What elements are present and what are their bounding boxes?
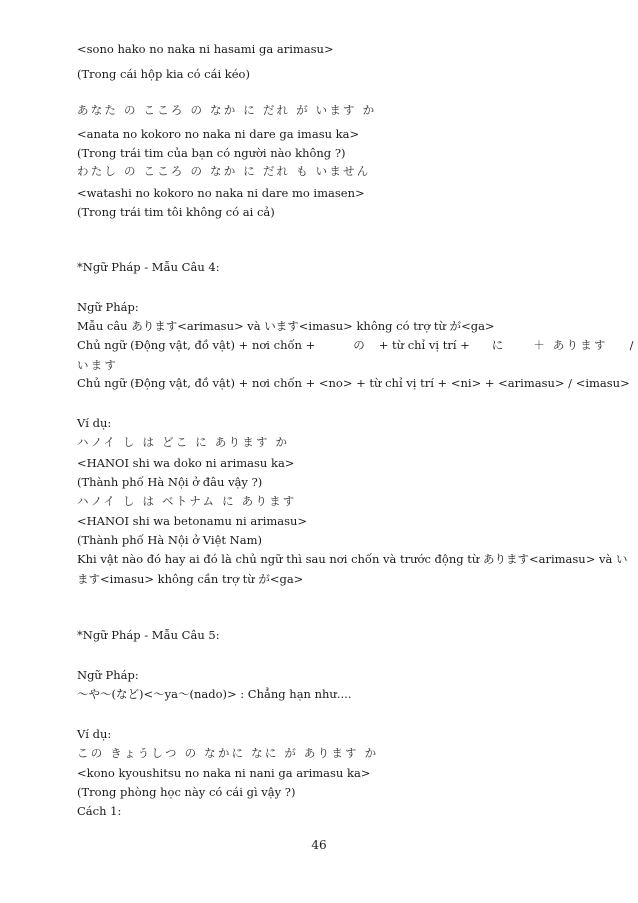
grammar-label: Ngữ Pháp: — [77, 300, 139, 314]
grammar-rule-line: Mẫu câu あります<arimasu> và います<imasu> không có trợ từ が<ga> — [77, 319, 495, 333]
formula-part: + từ chỉ vị trí + — [378, 338, 470, 352]
page-number: 46 — [311, 838, 327, 852]
method-label: Cách 1: — [77, 804, 122, 818]
japanese-line: わたし の こころ の なか に だれ も いません — [77, 164, 371, 178]
translation-line: (Thành phố Hà Nội ở Việt Nam) — [77, 533, 262, 547]
section-heading: *Ngữ Pháp - Mẫu Câu 4: — [77, 260, 220, 274]
formula-separator: / — [629, 338, 634, 352]
note-line: ます<imasu> không cần trợ từ が<ga> — [77, 572, 304, 586]
translation-line: (Trong trái tim tôi không có ai cả) — [77, 205, 275, 219]
japanese-line: この きょうしつ の なかに なに が あります か — [77, 746, 379, 760]
section-heading: *Ngữ Pháp - Mẫu Câu 5: — [77, 628, 220, 642]
grammar-rule-line: ～や～(など)<～ya～(nado)> : Chẳng hạn như.... — [77, 687, 352, 701]
example-label: Ví dụ: — [77, 727, 112, 741]
translation-line: (Thành phố Hà Nội ở đâu vậy ?) — [77, 475, 263, 489]
example-label: Ví dụ: — [77, 416, 112, 430]
formula-particle: の — [353, 338, 365, 352]
romaji-line: <HANOI shi wa doko ni arimasu ka> — [77, 456, 295, 470]
romaji-line: <watashi no kokoro no naka ni dare mo imasen> — [77, 186, 365, 200]
japanese-line: あなた の こころ の なか に だれ が います か — [77, 103, 377, 117]
romaji-line: <anata no kokoro no naka ni dare ga imasu ka> — [77, 127, 360, 141]
romaji-line: <sono hako no naka ni hasami ga arimasu> — [77, 42, 334, 56]
translation-line: (Trong phòng học này có cái gì vậy ?) — [77, 785, 296, 799]
note-line: Khi vật nào đó hay ai đó là chủ ngữ thì sau nơi chốn và trước động từ あります<arimasu> và い — [77, 552, 628, 566]
translation-line: (Trong cái hộp kia có cái kéo) — [77, 67, 250, 81]
formula-part: Chủ ngữ (Động vật, đồ vật) + nơi chốn + — [77, 338, 316, 352]
translation-line: (Trong trái tim của bạn có người nào không ?) — [77, 146, 346, 160]
grammar-label: Ngữ Pháp: — [77, 668, 139, 682]
formula-verb: います — [77, 358, 119, 372]
romaji-line: <HANOI shi wa betonamu ni arimasu> — [77, 514, 308, 528]
japanese-line: ハノイ し は ベトナム に あります — [77, 494, 297, 508]
formula-verb: ＋ あります — [533, 338, 608, 352]
formula-line — [77, 340, 634, 352]
formula-romaji-line: Chủ ngữ (Động vật, đồ vật) + nơi chốn + <no> + từ chỉ vị trí + <ni> + <arimasu> / <imasu> — [77, 376, 630, 390]
romaji-line: <kono kyoushitsu no naka ni nani ga arimasu ka> — [77, 766, 371, 780]
formula-particle: に — [491, 338, 504, 352]
japanese-line: ハノイ し は どこ に あります か — [77, 435, 290, 449]
